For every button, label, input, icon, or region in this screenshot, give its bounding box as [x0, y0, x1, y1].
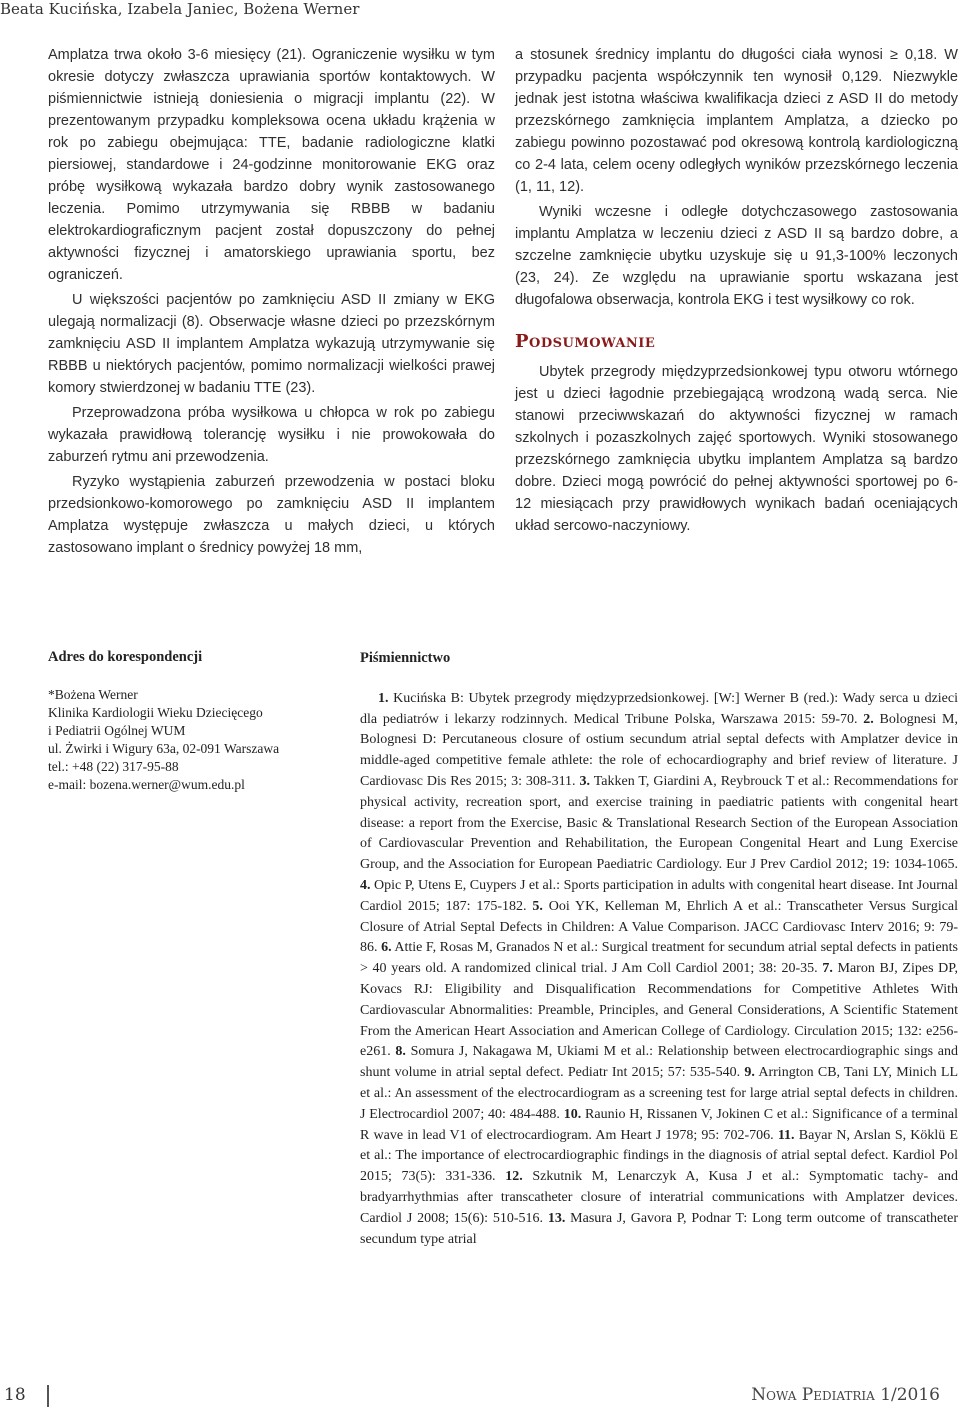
ref-number: 3. — [579, 773, 590, 789]
ref-text: Masura J, Gavora P, Podnar T: Long term outcome of transcatheter secundum type atrial — [360, 1210, 958, 1247]
correspondence-street: ul. Żwirki i Wigury 63a, 02-091 Warszawa — [48, 741, 280, 756]
ref-number: 1. — [378, 690, 389, 706]
ref-number: 10. — [563, 1106, 582, 1122]
references-heading: Piśmiennictwo — [360, 650, 451, 666]
right-column — [515, 44, 958, 537]
correspondence-line: Klinika Kardiologii Wieku Dziecięcego — [48, 705, 263, 720]
ref-number: 2. — [863, 711, 874, 727]
correspondence-email: e-mail: bozena.werner@wum.edu.pl — [48, 777, 245, 792]
ref-number: 13. — [547, 1210, 566, 1226]
references-block — [360, 648, 958, 1250]
ref-text: Takken T, Giardini A, Reybrouck T et al.: Recommendations for physical activity, recreation sport, and exercise training in paediatric patients with congenital heart disease: a report from the Exercise, Basic & Translational Research Section of the European Association of Cardiovascular Prevention and Rehabilitation, the European Congenital Heart and Lung Exercise Group, and the Association for European Paediatric Cardiology. Eur J Prev Cardiol 2012; 19: 1034-1065. — [360, 773, 958, 873]
running-header-authors: Beata Kucińska, Izabela Janiec, Bożena Werner — [0, 0, 360, 18]
references-list — [360, 689, 958, 1251]
ref-number: 4. — [360, 877, 371, 893]
paragraph: Ryzyko wystąpienia zaburzeń przewodzenia w postaci bloku przedsionkowo-komorowego po zamknięciu ASD II implantem Amplatza występuje zwłaszcza u małych dzieci, u których zastosowano implant o średnicy powyżej 18 mm, — [48, 474, 495, 556]
ref-text: Bayar N, Arslan S, Köklü E et al.: The importance of electrocardiographic findings in the diagnosis of atrial septal defect. Kardiol Pol 2015; 73(5): 331-336. — [360, 1127, 959, 1185]
ref-number: 11. — [777, 1127, 795, 1143]
ref-text: Szkutnik M, Lenarczyk A, Kusa J et al.: Symptomatic tachy- and bradyarrhythmias after transcatheter closure of interatrial communications with Amplatzer devices. Cardiol J 2008; 15(6): 510-516. — [360, 1169, 959, 1226]
ref-text: Maron BJ, Zipes DP, Kovacs RJ: Eligibility and Disqualification Recommendations for Competitive Athletes With Cardiovascular Abnormalities: Preamble, Principles, and General Considerations, A Scientific Statement From the American Heart Association and American College of Cardiology. Circulation 2015; 132: e256-e261. — [360, 961, 959, 1060]
paragraph: Przeprowadzona próba wysiłkowa u chłopca w rok po zabiegu wykazała prawidłową tolerancję wysiłku i nie prowokowała do zaburzeń rytmu ani przewodzenia. — [48, 405, 495, 465]
ref-number: 9. — [744, 1065, 755, 1081]
ref-text: Bolognesi M, Bolognesi D: Percutaneous closure of ostium secundum atrial septal defects with Amplatzer device in middle-aged competitive female athlete: the role of echocardiography and brief review of literature. J Cardiovasc Dis Res 2015; 3: 308-311. — [360, 711, 959, 789]
ref-text: Arrington CB, Tani LY, Minich LL et al.: An assessment of the electrocardiogram as a screening test for large atrial septal defects in children. J Electrocardiol 2007; 40: 484-488. — [360, 1065, 959, 1122]
ref-number: 6. — [381, 940, 392, 956]
footer-divider — [47, 1385, 49, 1407]
ref-number: 5. — [532, 898, 543, 914]
ref-text: Opic P, Utens E, Cuypers J et al.: Sports participation in adults with congenital heart disease. Int Journal Cardiol 2015; 187: 175-182. — [360, 877, 958, 914]
ref-text: Raunio H, Rissanen V, Jokinen C et al.: Significance of a terminal R wave in lead V1 of electrocardiogram. Am Heart J 1978; 95: 702-706. — [360, 1106, 959, 1143]
ref-text: Ooi YK, Kelleman M, Ehrlich A et al.: Transcatheter Versus Surgical Closure of Atrial Septal Defects in Children: A Value Comparison. JACC Cardiovasc Interv 2016; 9: 79-86. — [360, 898, 959, 956]
ref-text: Somura J, Nakagawa M, Ukiami M et al.: Relationship between electrocardiographic sings and shunt volume in atrial septal defect. Pediatr Int 2015; 57: 535-540. — [360, 1044, 959, 1081]
ref-number: 7. — [822, 961, 833, 977]
correspondence-phone: tel.: +48 (22) 317-95-88 — [48, 759, 179, 774]
ref-number: 12. — [505, 1169, 523, 1185]
correspondence-name: *Bożena Werner — [48, 687, 138, 702]
paragraph: Amplatza trwa około 3-6 miesięcy (21). Ograniczenie wysiłku w tym okresie dotyczy zwłaszcza uprawiania sportów kontaktowych. W piśmiennictwie istnieją doniesienia o migracji implantu (22). W prezentowanym przypadku kompleksowa ocena układu krążenia w rok po zabiegu obejmująca: TTE, badanie radiologiczne klatki piersiowej, standardowe i 24-godzinne monitorowanie EKG oraz próbę wysiłkową wykazała bardzo dobry wynik zastosowanego leczenia. Pomimo utrzymywania się RBBB w badaniu elektrokardiograficznym pacjent został dopuszczony do pełnej aktywności fizycznej i amatorskiego uprawiania sportu, bez ograniczeń. — [48, 47, 495, 283]
journal-name: Nowa Pediatria 1/2016 — [751, 1385, 940, 1405]
correspondence-block — [48, 648, 328, 794]
correspondence-heading: Adres do korespondencji — [48, 649, 203, 665]
ref-text: Kucińska B: Ubytek przegrody międzyprzedsionkowej. [W:] Werner B (red.): Wady serca u dzieci dla pediatrów i lekarzy rodzinnych. Medical Tribune Polska, Warszawa 2015: 59-70. — [360, 690, 959, 727]
ref-text: Attie F, Rosas M, Granados N et al.: Surgical treatment for secundum atrial septal defects in patients > 40 years old. A randomized clinical trial. J Am Coll Cardiol 2001; 38: 20-35. — [360, 940, 959, 977]
paragraph: a stosunek średnicy implantu do długości ciała wynosi ≥ 0,18. W przypadku pacjenta współczynnik ten wynosił 0,129. Niezwykle jednak jest istotna właściwa kwalifikacja dzieci z ASD II do metody przezskórnego zamknięcia implantem Amplatza, a dziecko po zabiegu powinno pozostawać pod okresową kontrolą kardiologiczną co 2-4 lata, celem oceny odległych wyników przezskórnego leczenia (1, 11, 12). — [515, 47, 958, 195]
ref-number: 8. — [395, 1044, 406, 1060]
paragraph: U większości pacjentów po zamknięciu ASD II zmiany w EKG ulegają normalizacji (8). Obserwacje własne dzieci po przezskórnym zamknięciu ASD II implantem Amplatza wykazują utrzymywanie się RBBB u niektórych pacjentów, pomimo normalizacji wielkości prawej komory stwierdzonej w badaniu TTE (23). — [48, 292, 495, 396]
left-column — [48, 44, 495, 559]
summary-heading: Podsumowanie — [515, 331, 656, 352]
correspondence-line: i Pediatrii Ogólnej WUM — [48, 723, 186, 738]
paragraph: Wyniki wczesne i odległe dotychczasowego zastosowania implantu Amplatza w leczeniu dzieci z ASD II są bardzo dobre, a szczelne zamknięcie ubytku uzyskuje się u 91,3-100% leczonych (23, 24). Ze względu na uprawianie sportu wskazana jest długofalowa obserwacja, kontrola EKG i test wysiłkowy co rok. — [515, 204, 958, 308]
summary-paragraph: Ubytek przegrody międzyprzedsionkowej typu otworu wtórnego jest u dzieci łagodnie przebiegającą wrodzoną wadą serca. Nie stanowi przeciwwskazań do aktywności fizycznej w ramach szkolnych i pozaszkolnych zajęć sportowych. Wyniki stosowanego przezskórnego zamknięcia ubytku implantem Amplatza są bardzo dobre. Dzieci mogą powrócić do pełnej aktywności sportowej po 6-12 miesiącach przy prawidłowych wynikach badań oceniających układ sercowo-naczyniowy. — [515, 364, 958, 534]
page-number: 18 — [4, 1385, 26, 1405]
